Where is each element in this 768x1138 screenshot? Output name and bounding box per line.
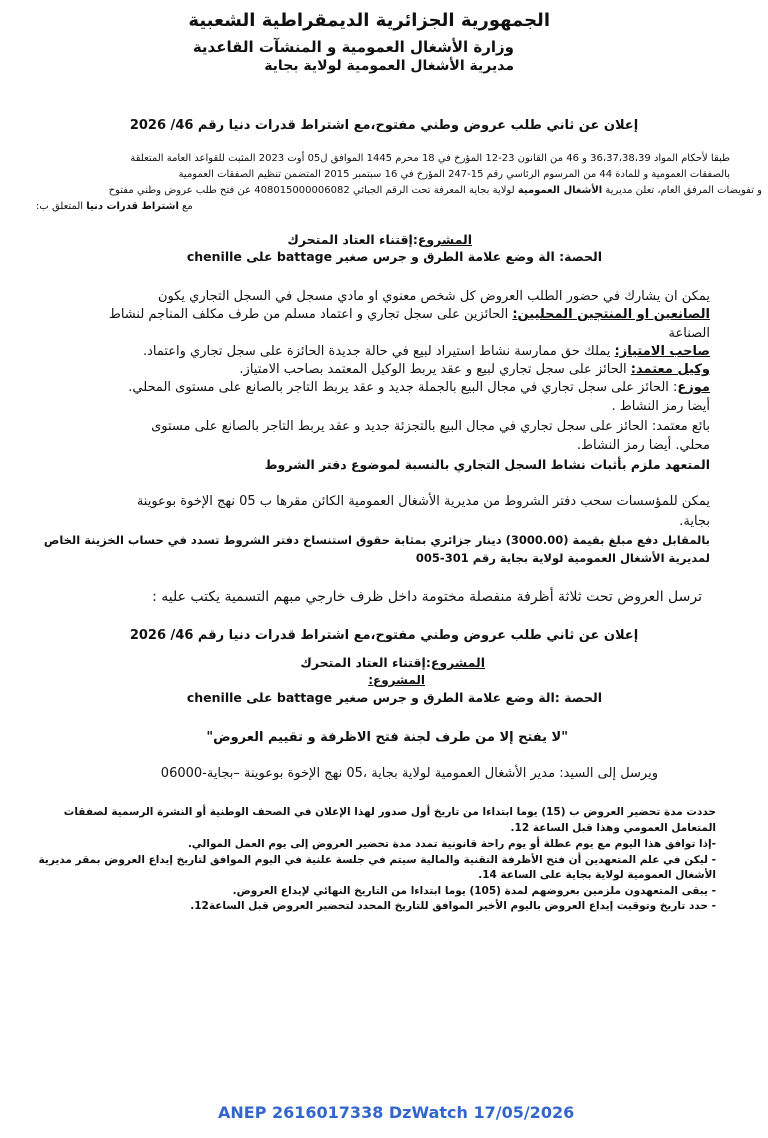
eligibility-approved-agent: [239, 362, 710, 377]
terms-preparation-period-cont: المتعامل العمومي وهذا قبل الساعة 12.: [510, 822, 716, 834]
eligibility-local-producers-cont: الصناعة: [668, 326, 710, 341]
legal-line-2: بالصفقات العمومية و للمادة 44 من المرسوم الرئاسي رقم 15-247 المؤرخ في 16 سبتمبر 2015 المتضمن تنظيم الصفقات العمومية: [178, 169, 730, 180]
withdrawal-location: يمكن للمؤسسات سحب دفتر الشروط من مديرية الأشغال العمومية الكائن مقرها ب 05 نهج الإخوة بوعوينة: [136, 494, 710, 509]
envelope-project-value: :إقتناء العتاد المتحرك: [300, 655, 431, 670]
approved-agent-label: وكيل معتمد:: [630, 362, 710, 377]
legal-line-3-b: الأشغال العمومية: [517, 185, 603, 196]
distributor-label: موزع: [677, 380, 710, 395]
legal-line-4-c: المتعلق ب:: [36, 201, 87, 212]
terms-public-opening: - ليكن في علم المتعهدين أن فتح الأظرفة التقنية والمالية سيتم في جلسة علنية في اليوم الموافق لتاريخ إيداع العروض بمقر مديرية: [38, 854, 716, 866]
envelope-warning: "لا يفتح إلا من طرف لجنة فتح الاظرفة و تقييم العروض": [206, 730, 568, 745]
republic-header: الجمهورية الجزائرية الديمقراطية الشعبية: [188, 10, 550, 31]
terms-holiday-extension: -إذا توافق هذا اليوم مع يوم عطلة أو يوم راحة قانونية تمدد مدة تحضير العروض إلى يوم العمل الموالي.: [187, 838, 716, 850]
eligibility-local-producers: [109, 307, 710, 322]
eligibility-approved-seller-cont: محلي. أيضا رمز النشاط.: [576, 438, 710, 453]
local-producers-text: الحائزين على سجل تجاري و اعتماد مسلم من طرف مكلف المناجم لنشاط: [108, 307, 513, 322]
eligibility-approved-seller: بائع معتمد: الحائز على سجل تجاري في مجال البيع بالتجزئة جديد و عقد يربط التاجر بالصانع على مستوى: [151, 419, 710, 434]
project-lot: الحصة: الة وضع علامة الطرق و جرس صغير battage على chenille: [186, 249, 602, 264]
legal-line-4: [36, 201, 193, 212]
eligibility-obligation: المتعهد ملزم بأثبات نشاط السجل التجاري بالنسبة لموضوع دفتر الشروط: [264, 457, 710, 472]
directorate-header: مديرية الأشغال العمومية لولاية بجاية: [264, 58, 514, 74]
legal-line-4-a: مع: [178, 201, 193, 212]
distributor-text: : الحائز على سجل تجاري في مجال البيع بالجملة جديد و عقد يربط التاجر بالصانع على مستوى المحلي.: [128, 380, 678, 395]
withdrawal-location-cont: بجاية.: [679, 514, 710, 529]
concession-holder-text: يملك حق ممارسة نشاط استيراد لبيع في حالة جديدة الحائزة على سجل تجاري واعتماد.: [142, 344, 615, 359]
envelope-project-line: [300, 655, 485, 670]
terms-preparation-period: حددت مدة تحضير العروض ب (15) يوما ابتداءا من تاريخ أول صدور لهذا الإعلان في الصحف الوطنية أو النشرة الرسمية لصفقات: [63, 806, 716, 818]
project-value: :إقتناء العتاد المتحرك: [287, 232, 418, 247]
approved-agent-text: الحائز على سجل تجاري لبيع و عقد يربط الوكيل المعتمد بصاحب الامتياز.: [239, 362, 631, 377]
envelope-project-label: المشروع: [430, 655, 485, 670]
ministry-header: وزارة الأشغال العمومية و المنشآت القاعدية: [192, 38, 514, 56]
envelope-lot: الحصة :الة وضع علامة الطرق و جرس صغير battage على chenille: [186, 690, 602, 705]
project-label: المشروع: [417, 232, 472, 247]
legal-line-1: طبقا لأحكام المواد 36،37،38،39 و 46 من القانون 23-12 المؤرخ في 18 محرم 1445 الموافق ل05 أوت 2023 المثبت للقواعد العامة المتعلقة: [130, 153, 730, 164]
envelope-project-label-2: المشروع:: [368, 673, 425, 687]
footer-reference: ANEP 2616017338 DzWatch 17/05/2026: [218, 1103, 575, 1122]
envelope-intro: ترسل العروض تحت ثلاثة أظرفة منفصلة مختومة داخل ظرف خارجي مبهم التسمية يكتب عليه :: [152, 589, 702, 605]
terms-deposit-deadline: - حدد تاريخ وتوقيت إيداع العروض باليوم الأخير الموافق للتاريخ المحدد لتحضير العروض قبل الساعة12.: [190, 900, 716, 912]
terms-validity-period: - يبقى المتعهدون ملزمين بعروضهم لمدة (105) يوما ابتداءا من التاريخ النهائي لإيداع العروض.: [232, 885, 716, 897]
concession-holder-label: صاحب الامتياز:: [614, 344, 710, 359]
legal-line-3: [109, 185, 762, 196]
local-producers-label: الصانعين او المنتجين المحليين:: [512, 307, 710, 322]
eligibility-intro: يمكن ان يشارك في حضور الطلب العروض كل شخص معنوي او مادي مسجل في السجل التجاري يكون: [157, 289, 710, 304]
terms-public-opening-cont: الأشغال العمومية لولاية بجاية على الساعة 14.: [478, 869, 716, 881]
withdrawal-fee-cont: لمديرية الأشغال العمومية لولاية بجاية رقم 301-005: [415, 551, 710, 565]
envelope-address: ويرسل إلى السيد: مدير الأشغال العمومية لولاية بجاية ،05 نهج الإخوة بوعوينة –بجاية-06000: [160, 766, 658, 781]
legal-line-4-b: اشتراط قدرات دنيا: [86, 201, 179, 212]
eligibility-distributor: [128, 380, 710, 395]
eligibility-concession-holder: [143, 344, 710, 359]
project-line: [287, 232, 472, 247]
eligibility-distributor-cont: أيضا رمز النشاط .: [611, 399, 710, 414]
notice-title: إعلان عن ثاني طلب عروض وطني مفتوح،مع اشتراط قدرات دنيا رقم 46/ 2026: [129, 118, 639, 133]
legal-line-3-c: لولاية بجاية المعرفة تحت الرقم الجبائي 408015000006082 عن فتح طلب عروض وطني مفتوح: [108, 185, 518, 196]
envelope-title: إعلان عن ثاني طلب عروض وطني مفتوح،مع اشتراط قدرات دنيا رقم 46/ 2026: [129, 628, 639, 643]
withdrawal-fee: بالمقابل دفع مبلغ بقيمة (3000.00) دينار جزائري بمثابة حقوق استنساخ دفتر الشروط تسدد في حساب الخزينة الخاص: [43, 533, 710, 547]
legal-line-3-a: و تفويضات المرفق العام، تعلن مديرية: [602, 185, 762, 196]
